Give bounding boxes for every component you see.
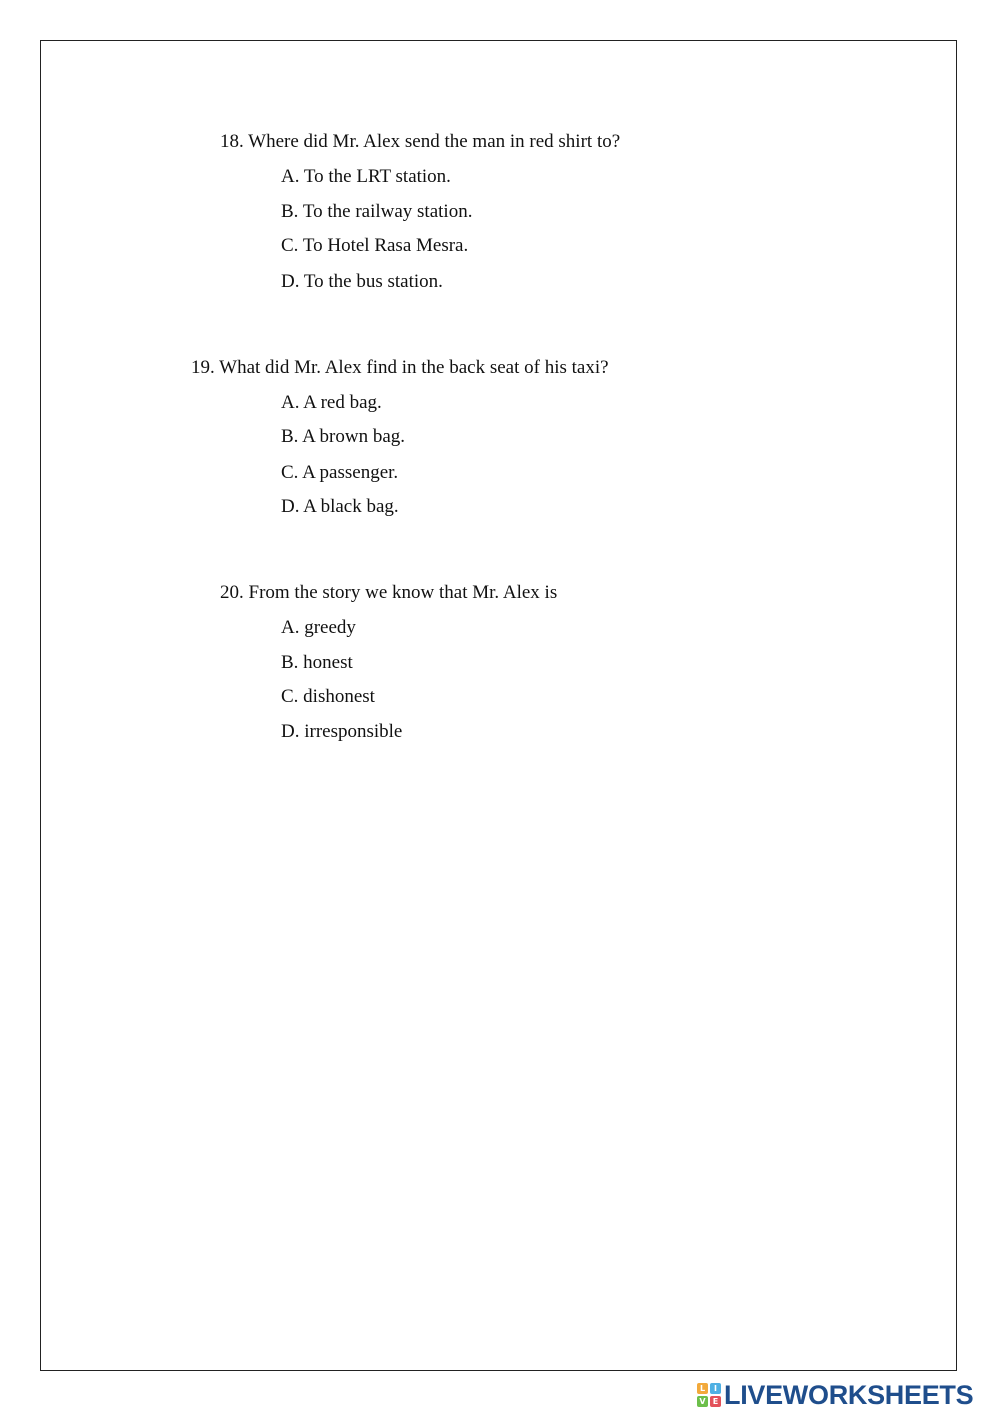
question-19: 19. What did Mr. Alex find in the back seat of his taxi?: [191, 357, 609, 378]
question-18-option-d: D. To the bus station.: [281, 271, 443, 292]
question-18: 18. Where did Mr. Alex send the man in red shirt to?: [220, 131, 621, 152]
page-frame: [40, 40, 957, 1371]
liveworksheets-logo-text: LIVEWORKSHEETS: [724, 1380, 974, 1410]
question-19-option-b: B. A brown bag.: [281, 426, 406, 447]
question-20: 20. From the story we know that Mr. Alex is: [220, 582, 558, 603]
logo-mark-letter: V: [697, 1396, 708, 1407]
logo-mark-letter: E: [710, 1396, 721, 1407]
question-20-option-a: A. greedy: [281, 617, 356, 638]
logo-mark-letter: I: [710, 1383, 721, 1394]
liveworksheets-logo-icon: [697, 1383, 721, 1407]
question-18-option-b: B. To the railway station.: [281, 201, 473, 222]
question-18-option-a: A. To the LRT station.: [281, 166, 451, 187]
question-19-option-a: A. A red bag.: [281, 392, 382, 413]
liveworksheets-logo: [697, 1380, 973, 1410]
logo-mark-letter: L: [697, 1383, 708, 1394]
question-20-option-c: C. dishonest: [281, 686, 375, 707]
question-19-option-c: C. A passenger.: [281, 462, 399, 483]
question-20-option-b: B. honest: [281, 652, 353, 673]
question-20-option-d: D. irresponsible: [281, 721, 403, 742]
question-19-option-d: D. A black bag.: [281, 496, 399, 517]
question-18-option-c: C. To Hotel Rasa Mesra.: [281, 235, 469, 256]
